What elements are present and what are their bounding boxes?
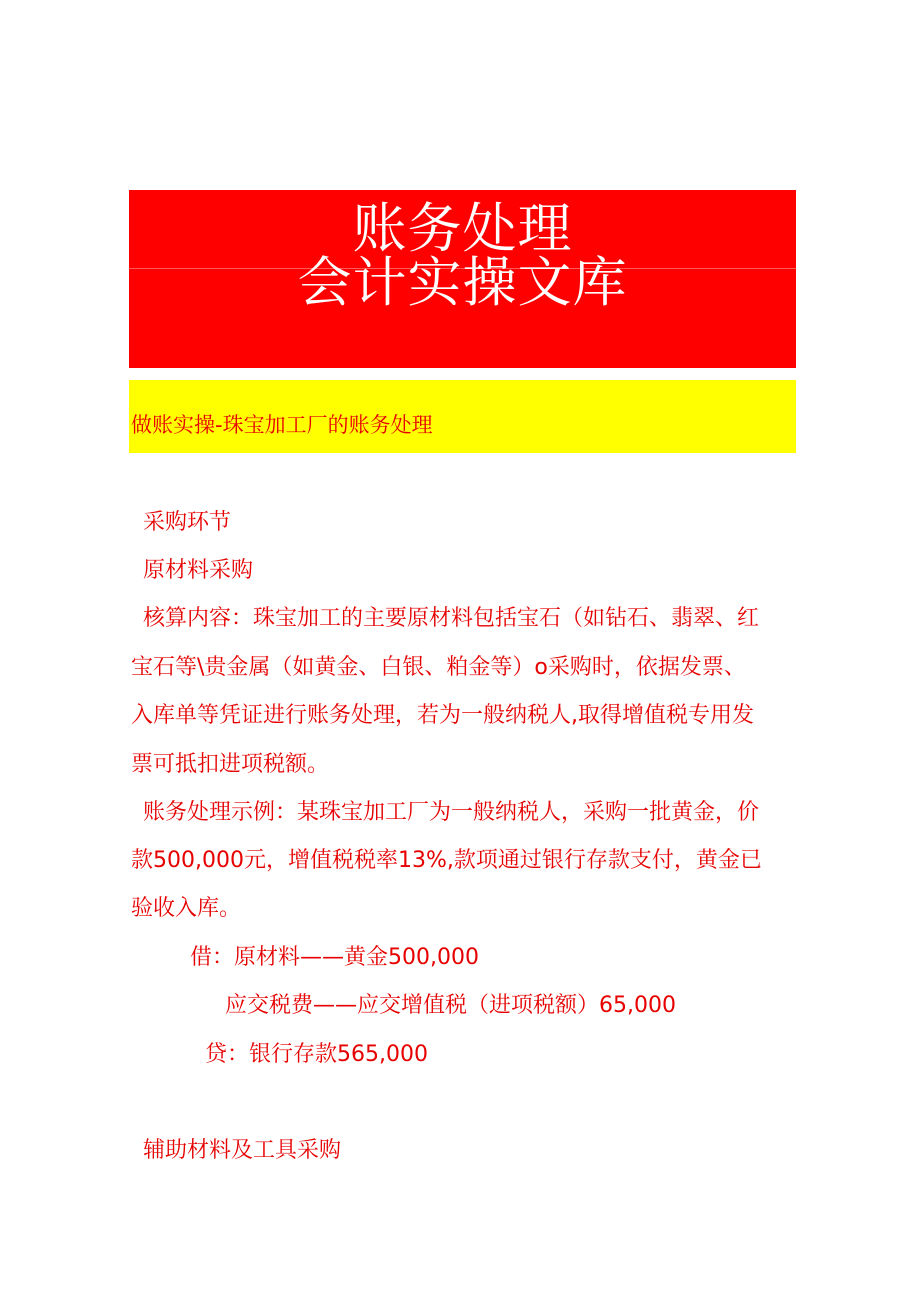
example-line: 验收入库。 (131, 896, 242, 921)
auxiliary-materials-heading: 辅助材料及工具采购 (143, 1138, 342, 1163)
accounting-content-line: 入库单等凭证进行账务处理，若为一般纳税人,取得增值税专用发 (131, 703, 754, 728)
subtitle-bar (129, 380, 796, 453)
title-banner (129, 190, 796, 368)
accounting-content-line: 票可抵扣进项税额。 (131, 752, 330, 777)
journal-credit-entry: 贷：银行存款565,000 (205, 1042, 428, 1067)
banner-title-line1: 账务处理 (352, 197, 573, 260)
document-subtitle: 做账实操-珠宝加工厂的账务处理 (131, 413, 433, 437)
journal-debit-entry: 借：原材料——黄金500,000 (190, 945, 479, 970)
example-line: 账务处理示例：某珠宝加工厂为一般纳税人，采购一批黄金，价 (143, 800, 760, 825)
section-title: 采购环节 (143, 510, 232, 535)
accounting-content-line: 宝石等\贵金属（如黄金、白银、粕金等）o采购时，依据发票、 (131, 655, 746, 680)
accounting-content-line: 核算内容：珠宝加工的主要原材料包括宝石（如钻石、翡翠、红 (143, 606, 760, 631)
raw-materials-heading: 原材料采购 (143, 558, 254, 583)
journal-debit-entry: 应交税费——应交增值税（进项税额）65,000 (225, 993, 676, 1018)
example-line: 款500,000元，增值税税率13%,款项通过银行存款支付，黄金已 (131, 848, 762, 873)
banner-title-line2: 会计实操文库 (297, 251, 628, 314)
